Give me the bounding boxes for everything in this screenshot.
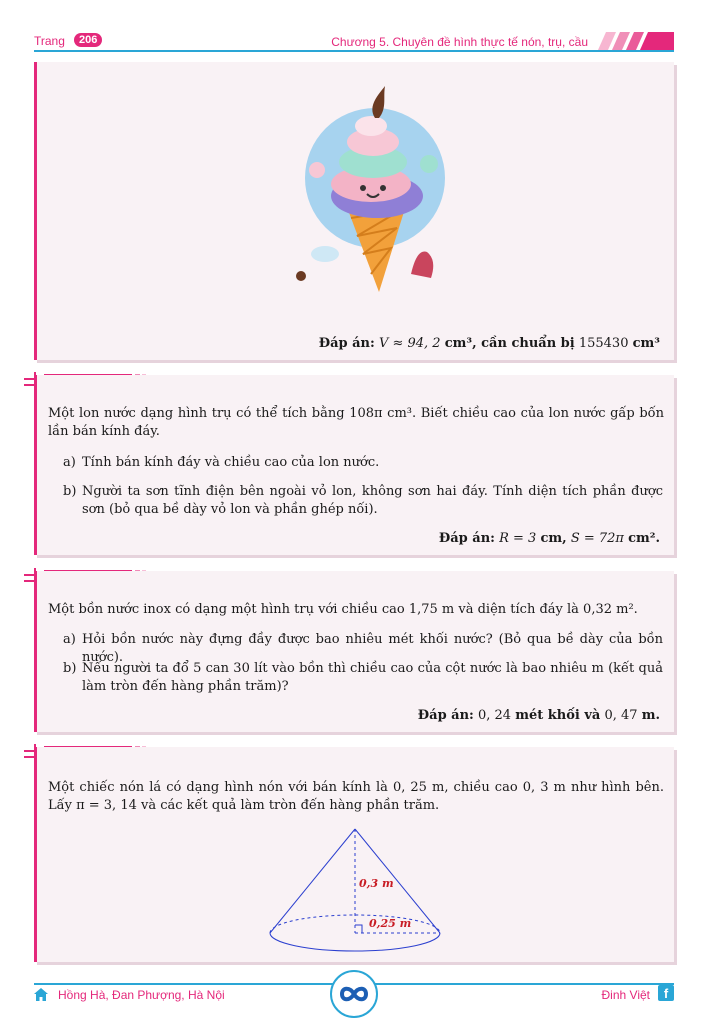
question-16-box <box>34 571 674 732</box>
cone-radius-label: 0,25 m <box>369 917 412 930</box>
page-word: Trang <box>34 34 65 48</box>
question-15-item-a: a) Tính bán kính đáy và chiều cao của lon nước. <box>63 455 380 470</box>
cone-height-label: 0,3 m <box>359 877 394 890</box>
question-15-answer: Đáp án: R = 3 cm, S = 72π cm². <box>438 531 660 546</box>
previous-answer: Đáp án: V ≈ 94, 2 cm³, cần chuẩn bị 155430 cm³ <box>318 336 660 351</box>
cone-diagram <box>265 825 445 955</box>
page-footer <box>34 980 674 1010</box>
question-16-item-b: b) Nếu người ta đổ 5 can 30 lít vào bồn thì chiều cao của cột nước là bao nhiêu m (kết quả làm tròn đến hàng phần trăm)? <box>63 661 663 694</box>
chapter-title: Chương 5. Chuyên đề hình thực tế nón, trụ, cầu <box>331 35 588 49</box>
question-15-box <box>34 375 674 555</box>
page-number-badge: 206 <box>74 33 102 47</box>
question-17-box <box>34 747 674 962</box>
question-16-answer: Đáp án: 0, 24 mét khối và 0, 47 m. <box>417 708 660 723</box>
home-icon <box>34 988 48 1001</box>
question-15-text: Một lon nước dạng hình trụ có thể tích bằng 108π cm³. Biết chiều cao của lon nước gấp bốn lần bán kính đáy. <box>48 406 664 439</box>
page-header <box>34 32 674 54</box>
facebook-icon[interactable]: f <box>658 985 674 1001</box>
question-17-text: Một chiếc nón lá có dạng hình nón với bán kính là 0, 25 m, chiều cao 0, 3 m như hình bên. Lấy π = 3, 14 và các kết quả làm tròn đến hàng phần trăm. <box>48 780 664 813</box>
header-stripes-icon <box>592 32 674 50</box>
ice-cream-illustration <box>287 80 457 300</box>
infinity-icon <box>332 972 376 1016</box>
footer-author: Đinh Việt <box>601 988 650 1002</box>
infinity-logo <box>330 970 378 1018</box>
header-rule <box>34 50 674 52</box>
question-16-item-a: a) Hỏi bồn nước này đựng đầy được bao nhiêu mét khối nước? (Bỏ qua bề dày của bồn nước). <box>63 632 663 665</box>
question-15-item-b: b) Người ta sơn tĩnh điện bên ngoài vỏ lon, không sơn hai đáy. Tính diện tích phần được sơn (bỏ qua bề dày vỏ lon và phần ghép nối). <box>63 484 663 517</box>
previous-question-box <box>34 62 674 360</box>
question-16-text: Một bồn nước inox có dạng một hình trụ với chiều cao 1,75 m và diện tích đáy là 0,32 m². <box>48 602 638 617</box>
footer-address: Hồng Hà, Đan Phượng, Hà Nội <box>58 988 225 1002</box>
